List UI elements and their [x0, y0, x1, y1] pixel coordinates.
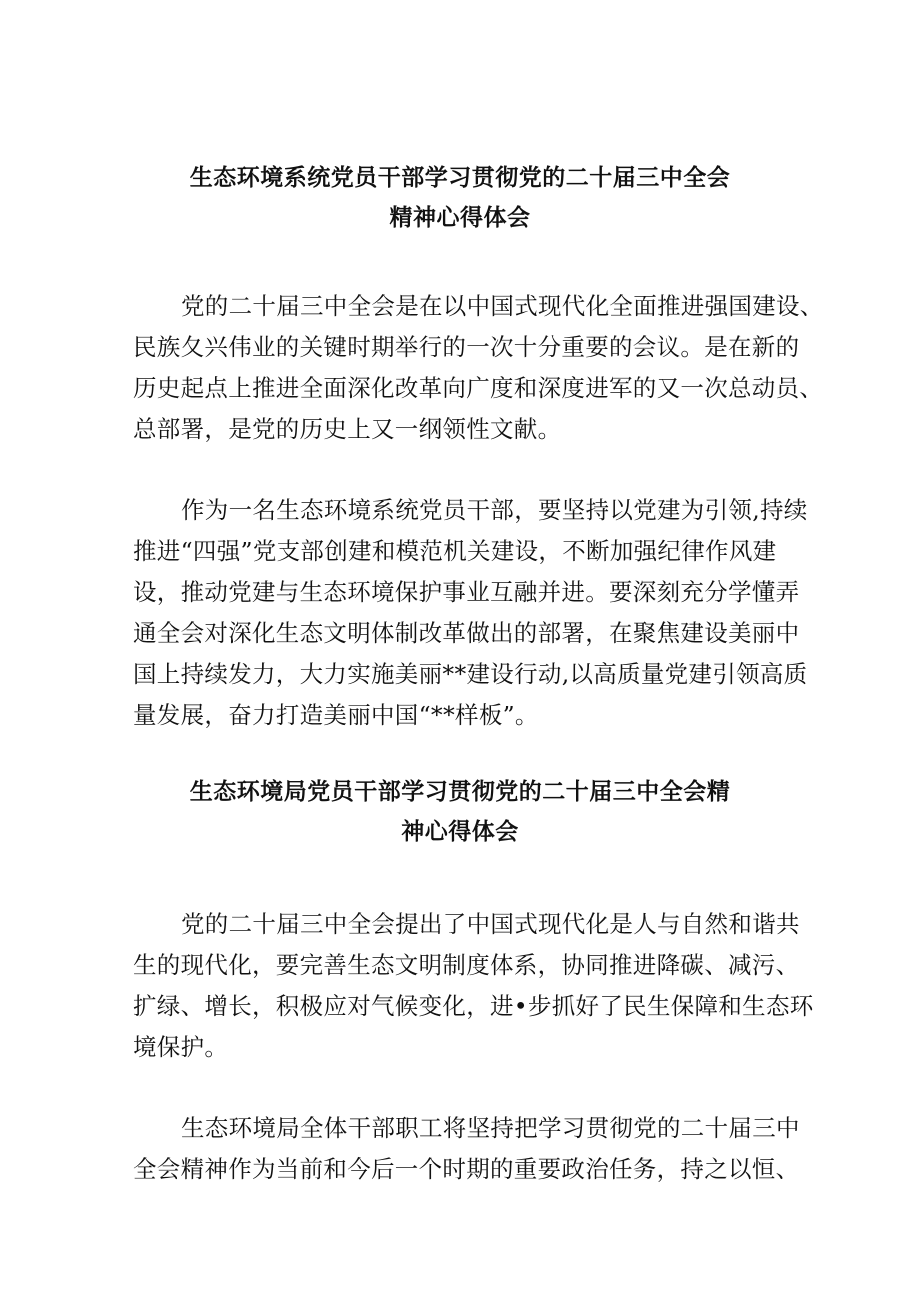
text-line: 扩绿、增长，积极应对气候变化，进•步抓好了民生保障和生态环 [133, 992, 814, 1020]
text-line: 党的二十届三中全会是在以中国式现代化全面推进强国建设、 [181, 292, 824, 320]
text-line: 生的现代化，要完善生态文明制度体系，协同推进降碳、减污、 [133, 951, 800, 979]
section2-paragraph-1 [133, 904, 814, 1068]
text-line: 推进“四强”党支部创建和模范机关建设，不断加强纪律作风建 [133, 537, 777, 565]
text-line: 生态环境局全体干部职工将坚持把学习贯彻党的二十届三中 [181, 1114, 800, 1142]
text-line: 作为一名生态环境系统党员干部，要坚持以党建为引领,持续 [181, 496, 808, 524]
text-line: 量发展，奋力打造美丽中国“**样板”。 [133, 701, 539, 729]
text-line: 党的二十届三中全会提出了中国式现代化是人与自然和谐共 [181, 910, 800, 938]
text-line: 民族夂兴伟业的关键时期举行的一次十分重要的会议。是在新的 [133, 333, 800, 361]
text-line: 国上持续发力，大力实施美丽**建设行动,以高质量党建引领高质 [133, 660, 808, 688]
section1-title-line-1: 生态环境系统党员干部学习贯彻党的二十届三中全会 [189, 165, 731, 191]
text-line: 总部署，是党的历史上又一纲领性文献。 [133, 415, 562, 443]
section1-paragraph-2 [133, 490, 808, 736]
section1-paragraph-1 [133, 286, 824, 450]
text-line: 历史起点上推进全面深化改革向广度和深度进军的又一次总动员、 [133, 374, 824, 402]
text-line: 境保护。 [133, 1033, 229, 1061]
text-line: 通全会对深化生态文明体制改革做出的部署，在聚焦建设美丽中 [133, 619, 800, 647]
section2-title [120, 772, 800, 852]
text-line: 全会精神作为当前和今后一个时期的重要政治任务，持之以恒、 [133, 1155, 800, 1183]
text-line: 设，推动党建与生态环境保护事业互融并进。要深刻充分学懂弄 [133, 578, 800, 606]
section2-title-line-2: 神心得体会 [401, 819, 519, 845]
section2-paragraph-2 [133, 1108, 800, 1190]
section2-title-line-1: 生态环境局党员干部学习贯彻党的二十届三中全会精 [189, 779, 731, 805]
section1-title [120, 158, 800, 238]
section1-title-line-2: 精神心得体会 [389, 205, 531, 231]
